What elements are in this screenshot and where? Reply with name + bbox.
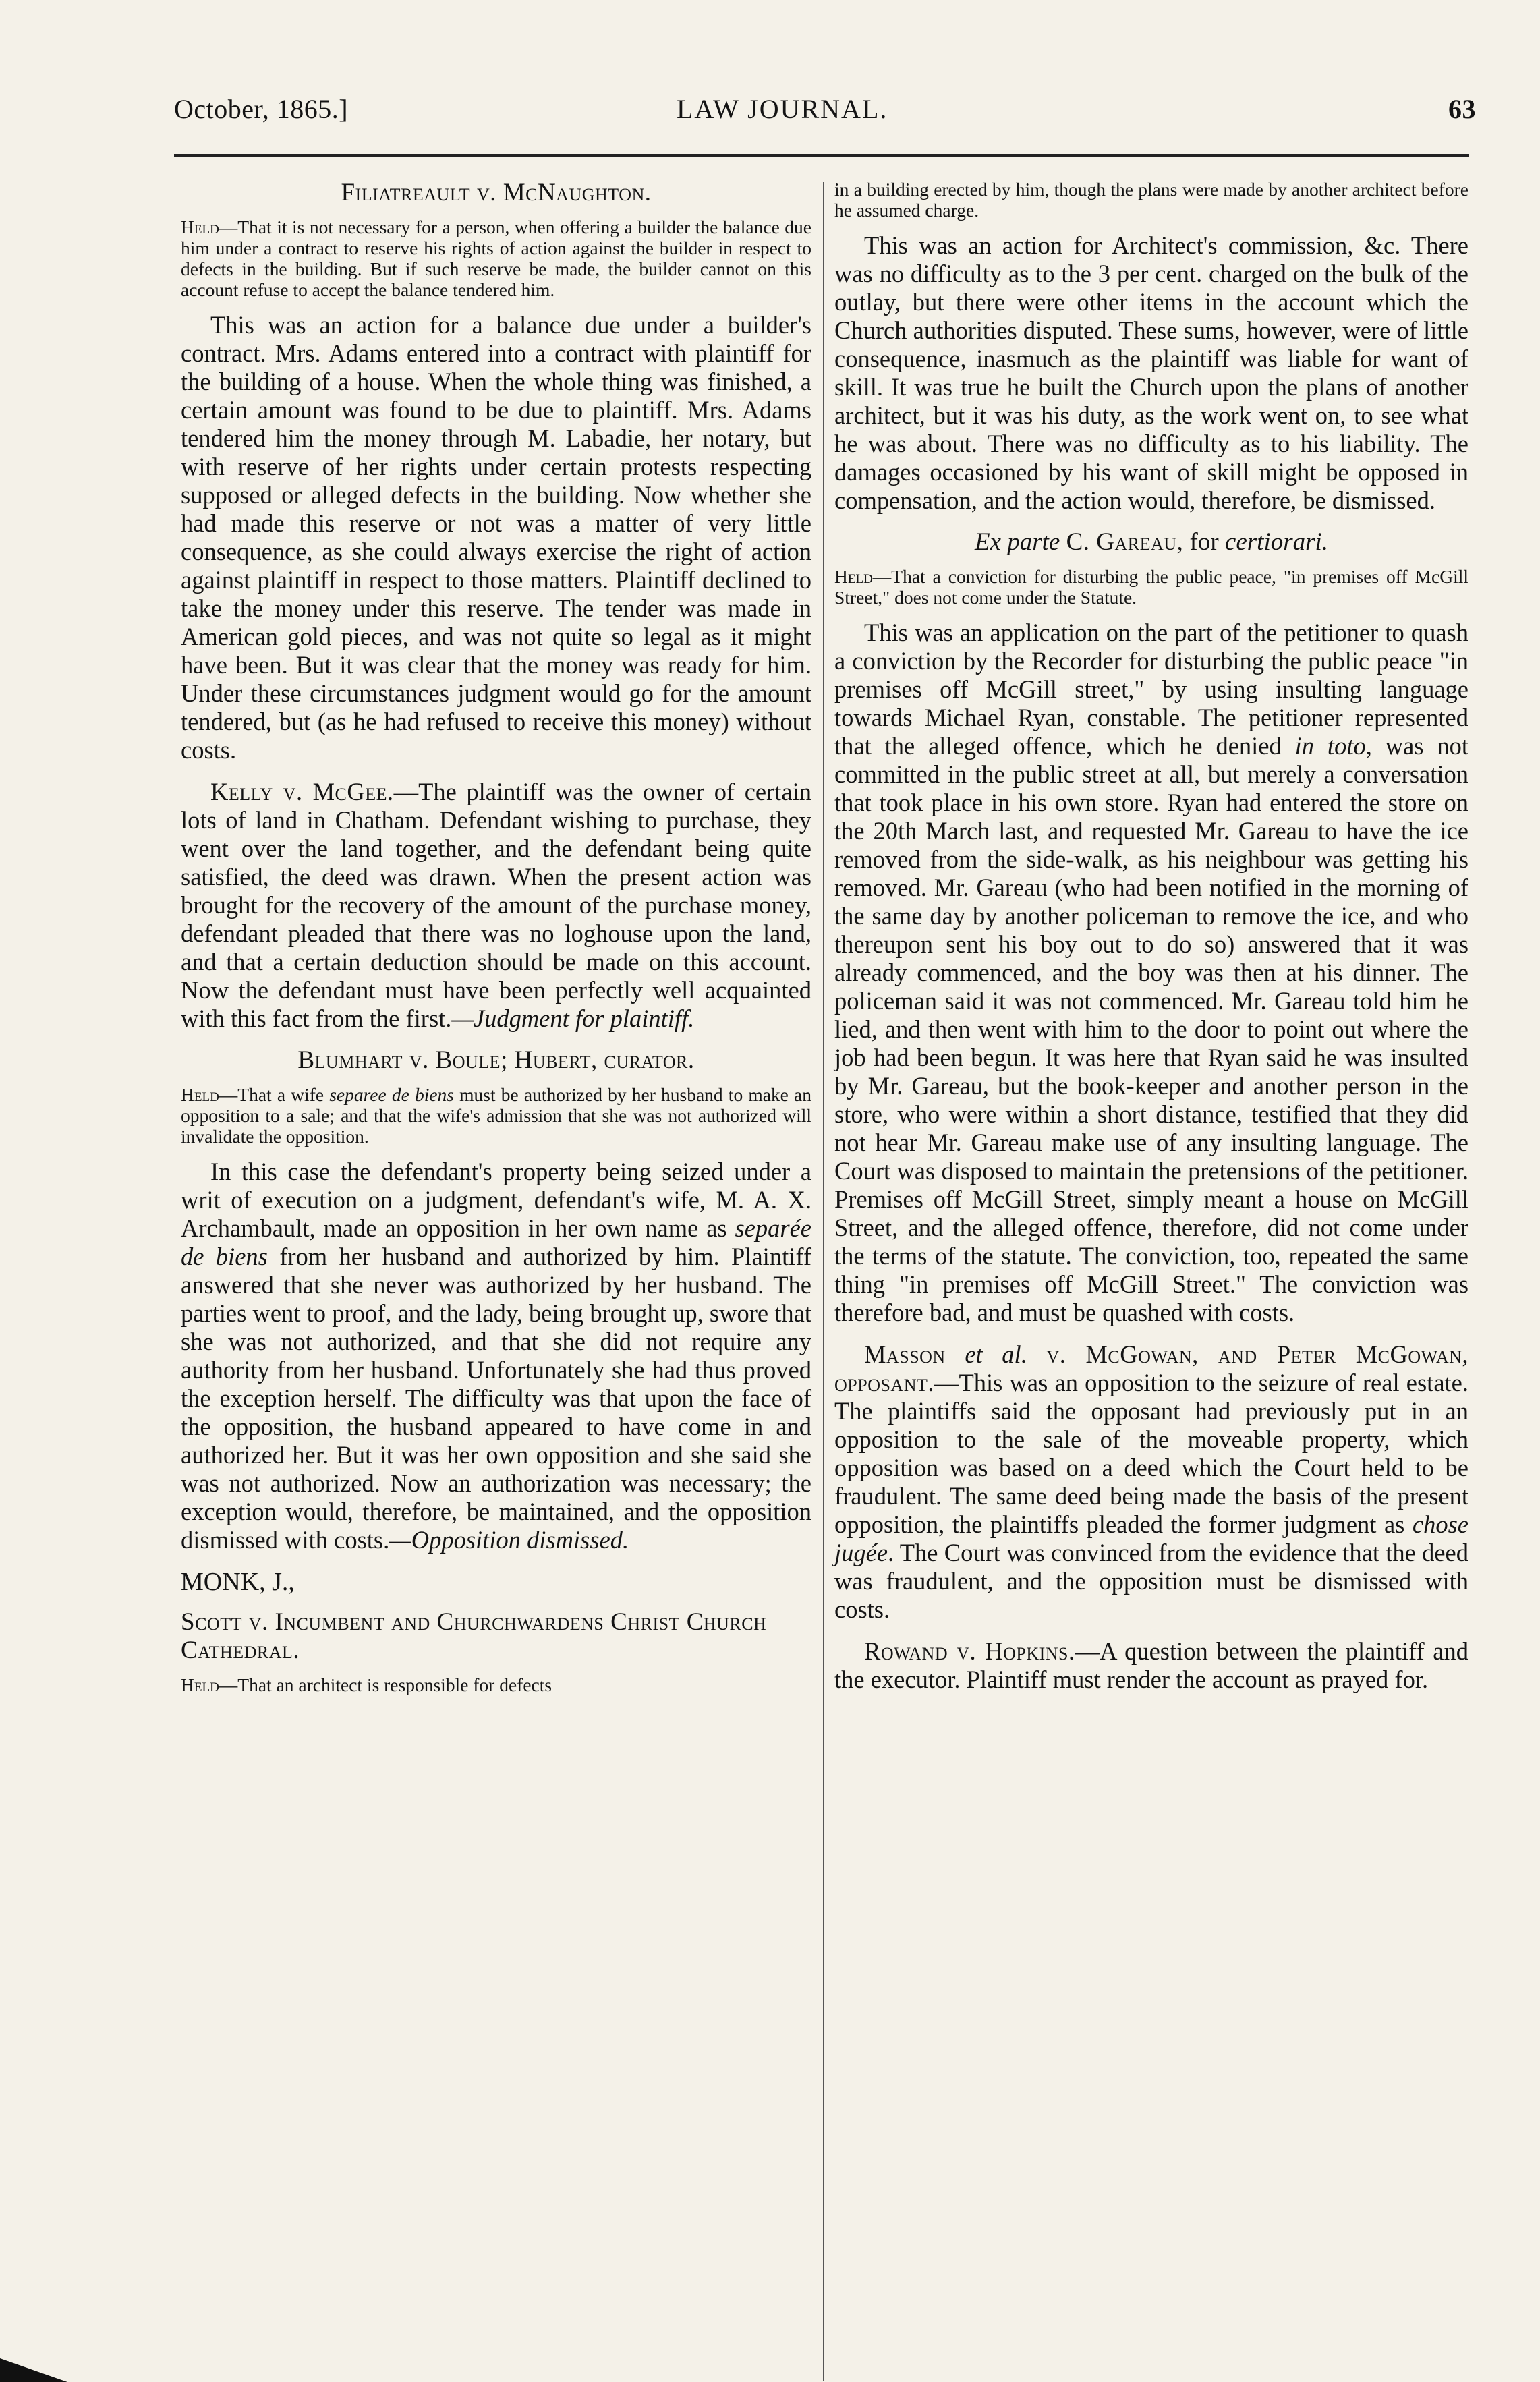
case-title-scott: Scott v. Incumbent and Churchwardens Christ Church Cathedral. bbox=[181, 1608, 767, 1664]
page-header bbox=[174, 93, 1476, 134]
judge-name: MONK, J., bbox=[181, 1568, 295, 1596]
held-text-a: —That a wife bbox=[219, 1084, 330, 1105]
case-body-rowand: —A question between the plaintiff and the executor. Plaintiff must render the account as prayed for. bbox=[834, 1637, 1468, 1693]
journal-title: LAW JOURNAL. bbox=[677, 94, 888, 124]
case-title-blumhart: Blumhart v. Boule; Hubert, curator. bbox=[297, 1046, 695, 1074]
held-note-filiatreault bbox=[181, 217, 811, 300]
page-number: 63 bbox=[1448, 94, 1476, 124]
held-label: Held bbox=[181, 1674, 219, 1695]
header-rule bbox=[174, 154, 1469, 157]
judgment-blumhart: —Opposition dismissed. bbox=[389, 1526, 629, 1554]
case-body-filiatreault: This was an action for a balance due under a builder's contract. Mrs. Adams entered into a contract with plaintiff for the building of a house. When the whole thing was finished, a certain amount was found to be due to plaintiff. Mrs. Adams tendered him the money through M. Labadie, her notary, but with reserve of her rights under certain protests respecting supposed or alleged defects in the building. Now whether she had made this reserve or not was a matter of very little consequence, as she could always exercise the right of action against plaintiff in respect to those matters. Plaintiff declined to take the money under this reserve. The tender was made in American gold pieces, and was not quite so legal as it might have been. But it was clear that the money was ready for him. Under these circumstances judgment would go for the amount tendered, but (as he had refused to receive this money) without costs. bbox=[181, 311, 811, 764]
case-title-masson-a: Masson bbox=[864, 1340, 946, 1368]
body-b: from her husband and authorized by him. Plaintiff answered that she never was authorized by her husband. The parties went to proof, and the lady, being brought up, swore that she was not authorized, and that she did not require any authority from her husband. Unfortunately she had thus proved the exception herself. The difficulty was that upon the face of the opposition, the husband appeared to have come in and authorized her. But it was her own opposition and she said she was not authorized. Now an authorization was necessary; the exception would, therefore, be maintained, and the opposition dismissed with costs. bbox=[181, 1243, 811, 1554]
case-title-rowand: Rowand v. Hopkins. bbox=[864, 1637, 1075, 1665]
case-body-blumhart bbox=[181, 1158, 811, 1554]
case-body-gareau bbox=[834, 619, 1468, 1327]
issue-date: October, 1865.] bbox=[174, 94, 349, 124]
case-body-kelly: —The plaintiff was the owner of certain lots of land in Chatham. Defendant wishing to purchase, they went over the land together, and the defendant being quite satisfied, the deed was drawn. When the present action was brought for the recovery of the amount of the purchase money, defendant pleaded that there was no loghouse upon the land, and that a certain deduction should be made on this account. Now the defendant must have been perfectly well acquainted with this fact from the first. bbox=[181, 778, 811, 1032]
held-note-blumhart bbox=[181, 1084, 811, 1147]
case-title-kelly: Kelly v. McGee. bbox=[210, 778, 394, 805]
title-for: for bbox=[1189, 528, 1219, 556]
held-text: —That an architect is responsible for defects bbox=[219, 1674, 552, 1695]
held-label: Held bbox=[181, 217, 219, 237]
held-note-gareau bbox=[834, 566, 1468, 608]
body-b: , was not committed in the public street at all, but merely a conversation that took place in his own store. Ryan had entered the store on the 20th March last, and requested Mr. Gareau to have the ice removed from the side-walk, as his neighbour was getting his removed. Mr. Gareau (who had been notified in the morning of the same day by another policeman to remove the ice, and who thereupon sent his boy out to do so) answered that it was already commenced, and the boy was then at his dinner. The policeman said it was not commenced. Mr. Gareau told him he lied, and then went with him to the door to point out where the job had been begun. It was here that Ryan said he was insulted by Mr. Gareau, but the book-keeper and another person in the store, who were within a short distance, testified that they did not hear Mr. Gareau make use of any insulting language. The Court was disposed to maintain the pretensions of the petitioner. Premises off McGill Street, simply meant a house on McGill Street, and the alleged offence, therefore, did not come under the terms of the statute. The conviction, too, repeated the same thing "in premises off McGill Street." The conviction was therefore bad, and must be quashed with costs. bbox=[834, 732, 1468, 1326]
body-italic: in toto bbox=[1294, 732, 1366, 760]
certiorari: certiorari. bbox=[1224, 528, 1329, 556]
held-italic: separee de biens bbox=[329, 1084, 455, 1105]
left-column bbox=[181, 179, 811, 1706]
case-title-gareau bbox=[834, 528, 1468, 557]
case-title-filiatreault: Filiatreault v. McNaughton. bbox=[341, 179, 652, 206]
held-note-scott-continued: in a building erected by him, though the plans were made by another architect before he assumed charge. bbox=[834, 179, 1468, 221]
held-note-scott bbox=[181, 1674, 811, 1695]
page-corner-shadow bbox=[0, 2335, 81, 2382]
held-text-b: must be authorized by her husband to make an opposition to a sale; and that the wife's admission that she was not authorized will invalidate the opposition. bbox=[181, 1084, 811, 1147]
petitioner-name: C. Gareau, bbox=[1066, 528, 1184, 556]
et-al: et al. bbox=[965, 1340, 1027, 1368]
case-kelly bbox=[181, 778, 811, 1033]
case-rowand bbox=[834, 1637, 1468, 1694]
body-a: —This was an opposition to the seizure of real estate. The plaintiffs said the opposant had previously put in an opposition to the sale of the moveable property, which opposition was based on a deed which the Court held to be fraudulent. The same deed being made the basis of the present opposition, the plaintiffs pleaded the former judgment as bbox=[834, 1369, 1468, 1538]
body-a: This was an application on the part of the petitioner to quash a conviction by the Recorder for disturbing the public peace "in premises off McGill street," by using insulting language towards Michael Ryan, constable. The petitioner represented that the alleged offence, which he denied bbox=[834, 619, 1468, 760]
case-masson bbox=[834, 1340, 1468, 1624]
held-text: —That it is not necessary for a person, when offering a builder the balance due him under a contract to reserve his rights of action against the builder in respect to defects in the building. But if such reserve be made, the builder cannot on this account refuse to accept the balance tendered him. bbox=[181, 217, 811, 300]
case-title-masson-b: v. McGowan, and Peter McGowan, opposant. bbox=[834, 1340, 1468, 1396]
judgment-kelly: —Judgment for plaintiff. bbox=[451, 1004, 695, 1032]
right-column bbox=[834, 179, 1468, 1707]
body-italic: chose jugée bbox=[834, 1510, 1468, 1566]
column-divider bbox=[823, 182, 824, 2381]
body-a: In this case the defendant's property being seized under a writ of execution on a judgment, defendant's wife, M. A. X. Archambault, made an opposition in her own name as bbox=[181, 1158, 811, 1242]
held-label: Held bbox=[834, 566, 873, 587]
case-body-scott: This was an action for Architect's commission, &c. There was no difficulty as to the 3 per cent. charged on the bulk of the outlay, but there were other items in the account which the Church authorities disputed. These sums, however, were of little consequence, inasmuch as the plaintiff was liable for want of skill. It was true he built the Church upon the plans of another architect, but it was his duty, as the work went on, to see what he was about. There was no difficulty as to his liability. The damages occasioned by his want of skill might be opposed in compensation, and the action would, therefore, be dismissed. bbox=[834, 231, 1468, 514]
held-label: Held bbox=[181, 1084, 219, 1105]
held-text: —That a conviction for disturbing the public peace, "in premises off McGill Street," does not come under the Statute. bbox=[834, 566, 1468, 608]
ex-parte: Ex parte bbox=[974, 528, 1060, 556]
body-b: . The Court was convinced from the evidence that the deed was fraudulent, and the opposition must be dismissed with costs. bbox=[834, 1539, 1468, 1623]
body-italic: separée de biens bbox=[181, 1214, 811, 1270]
